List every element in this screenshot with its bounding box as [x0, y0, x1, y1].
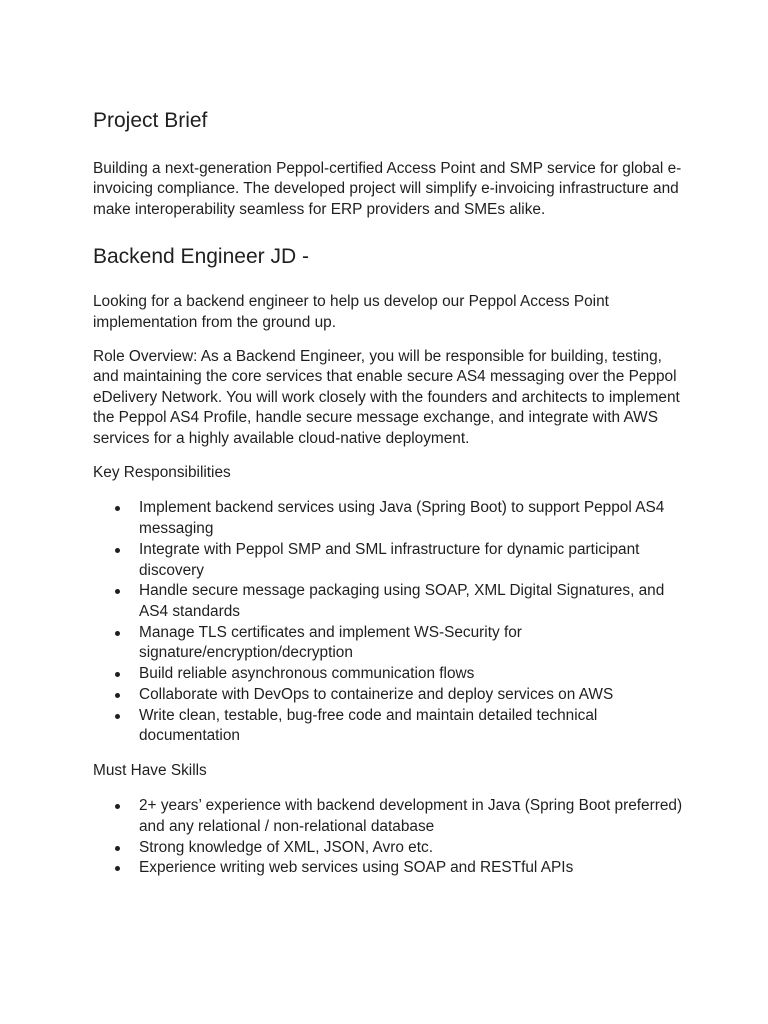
bullet-icon — [115, 866, 120, 871]
bullet-icon — [115, 631, 120, 636]
role-overview: Role Overview: As a Backend Engineer, you will be responsible for building, testing, and maintaining the core services that enable secure AS4 messaging over the Peppol eDelivery Network. You will work closely with the founders and architects to implement the Peppol AS4 Profile, handle secure message exchange, and integrate with AWS services for a highly available cloud-native deployment. — [93, 348, 680, 447]
bullet-icon — [115, 846, 120, 851]
key-responsibilities-heading: Key Responsibilities — [93, 464, 231, 482]
skills-list — [93, 796, 688, 879]
list-item-text: Write clean, testable, bug-free code and maintain detailed technical documentation — [139, 706, 598, 745]
list-item — [139, 706, 688, 747]
list-item-text: Build reliable asynchronous communication flows — [139, 665, 475, 683]
list-item — [139, 685, 688, 706]
bullet-icon — [115, 693, 120, 698]
list-item — [139, 623, 688, 664]
project-brief-heading: Project Brief — [93, 109, 208, 132]
bullet-icon — [115, 672, 120, 677]
list-item — [139, 664, 688, 685]
bullet-icon — [115, 714, 120, 719]
bullet-icon — [115, 589, 120, 594]
list-item — [139, 498, 688, 539]
list-item — [139, 838, 688, 859]
bullet-icon — [115, 804, 120, 809]
list-item — [139, 796, 688, 837]
responsibilities-list — [93, 498, 688, 746]
list-item-text: Implement backend services using Java (Spring Boot) to support Peppol AS4 messaging — [139, 499, 665, 538]
list-item-text: Handle secure message packaging using SOAP, XML Digital Signatures, and AS4 standards — [139, 582, 665, 620]
list-item-text: Strong knowledge of XML, JSON, Avro etc. — [139, 838, 433, 856]
bullet-icon — [115, 548, 120, 553]
must-have-skills-heading: Must Have Skills — [93, 761, 207, 779]
list-item-text: Collaborate with DevOps to containerize and deploy services on AWS — [139, 685, 614, 703]
list-item-text: Manage TLS certificates and implement WS-Security for signature/encryption/decryption — [139, 623, 522, 662]
list-item-text: 2+ years’ experience with backend development in Java (Spring Boot preferred) and any relational / non-relational database — [139, 797, 683, 836]
list-item-text: Integrate with Peppol SMP and SML infrastructure for dynamic participant discovery — [139, 540, 640, 579]
jd-intro: Looking for a backend engineer to help us develop our Peppol Access Point implementation from the ground up. — [93, 293, 609, 331]
bullet-icon — [115, 506, 120, 511]
list-item — [139, 858, 688, 879]
list-item — [139, 540, 688, 581]
project-brief-body: Building a next-generation Peppol-certified Access Point and SMP service for global e-invoicing compliance. The developed project will simplify e-invoicing infrastructure and make interoperability seamless for ERP providers and SMEs alike. — [93, 160, 682, 218]
list-item-text: Experience writing web services using SOAP and RESTful APIs — [139, 859, 574, 877]
list-item — [139, 581, 688, 622]
jd-heading: Backend Engineer JD - — [93, 245, 309, 269]
